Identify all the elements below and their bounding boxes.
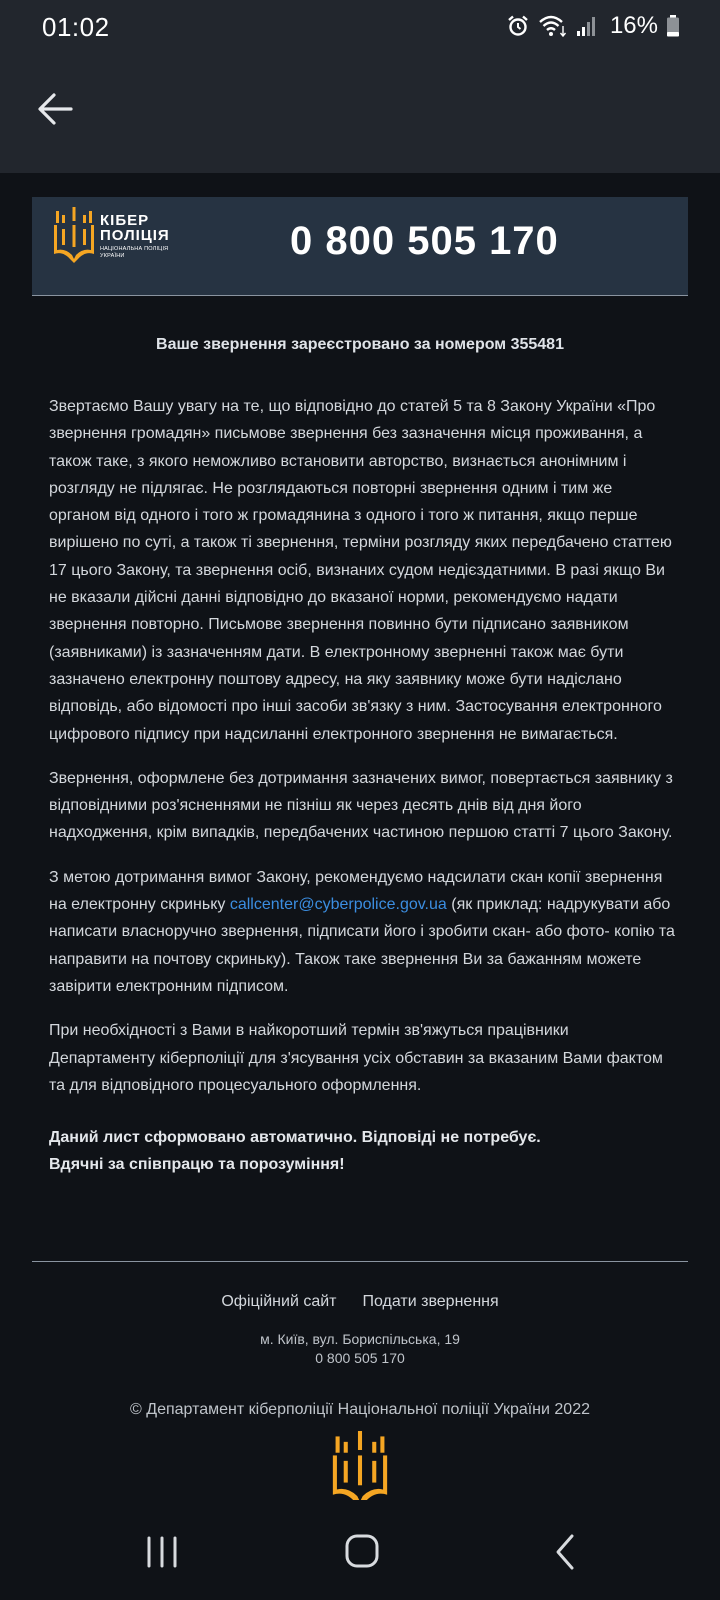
letter-paragraph-4: При необхідності з Вами в найкоротший термін зв'яжуться працівники Департаменту кіберполіції для з'ясування усіх обставин за вказаним Вами фактом та для відповідного процесуального оформлення. [49, 1022, 663, 1094]
letter-page [0, 173, 720, 1500]
letter-paragraph-3 [49, 864, 675, 1000]
logo-text [100, 213, 170, 260]
arrow-left-icon [37, 93, 73, 125]
back-button[interactable] [30, 84, 80, 134]
home-button[interactable] [333, 1522, 393, 1582]
paragraph-3-before: З метою дотримання вимог Закону, рекомендуємо надсилати скан копії звернення на електронну скриньку [49, 868, 663, 914]
battery-percent: 16% [609, 12, 658, 39]
signal-icon [576, 14, 598, 38]
app-bar [0, 54, 720, 173]
letter-body [49, 393, 675, 1196]
wifi-icon [538, 14, 568, 38]
footer-copyright: © Департамент кіберполіції Національної поліції України 2022 [130, 1401, 590, 1418]
back-icon [536, 1522, 596, 1582]
email-link[interactable]: callcenter@cyberpolice.gov.ua [229, 896, 447, 914]
cyberpolice-logo [52, 207, 212, 267]
nav-back-button[interactable] [536, 1522, 596, 1582]
letter-closing-1: Даний лист сформовано автоматично. Відповіді не потребує. [49, 1129, 541, 1147]
alarm-icon [506, 14, 530, 38]
home-icon [333, 1522, 393, 1582]
system-nav-bar [0, 1500, 720, 1600]
submit-appeal-link[interactable]: Подати звернення [362, 1293, 499, 1310]
footer-address: м. Київ, вул. Бориспільська, 19 [260, 1331, 460, 1347]
footer-links [0, 1293, 720, 1311]
trident-icon [52, 207, 96, 263]
footer-divider [32, 1261, 688, 1262]
letter-closing-2: Вдячні за співпрацю та порозуміння! [49, 1156, 345, 1174]
status-bar [0, 0, 720, 54]
footer-phone: 0 800 505 170 [315, 1350, 405, 1366]
recent-apps-icon [132, 1522, 192, 1582]
logo-line-4: УКРАЇНИ [100, 253, 125, 259]
status-time: 01:02 [42, 12, 110, 42]
paragraph-3-after: (як приклад: надрукувати або написати власноручно звернення, підписати його і зробити скан- або фото- копію та направити на почтову скриньку). Також таке звернення Ви за бажанням можете завірити електронним підписом. [49, 896, 675, 995]
footer-address-block [0, 1330, 720, 1368]
logo-line-1: КІБЕР [100, 212, 150, 229]
battery-icon [666, 14, 680, 38]
header-banner [32, 197, 688, 296]
registration-number-text: Ваше звернення зареєстровано за номером 355481 [156, 336, 564, 353]
logo-line-2: ПОЛІЦІЯ [100, 227, 170, 244]
hotline-phone[interactable]: 0 800 505 170 [290, 219, 559, 263]
recent-apps-button[interactable] [132, 1522, 192, 1582]
trident-icon [328, 1431, 392, 1507]
letter-paragraph-1: Звертаємо Вашу увагу на те, що відповідно до статей 5 та 8 Закону України «Про звернення громадян» письмове звернення без зазначення місця проживання, а також таке, з якого неможливо встановити авторство, визнається анонімним і розгляду не підлягає. Не розглядаються повторні звернення одним і тим же органом від одного і того ж громадянина з одного і того ж питання, якщо перше вирішено по суті, а також ті звернення, терміни розгляду яких передбачено статтею 17 цього Закону, та звернення осіб, визнаних судом недієздатними. В разі якщо Ви не вказали дійсні данні відповідно до вказаної норми, рекомендуємо надати звернення повторно. Письмове звернення повинно бути підписано заявником (заявниками) із зазначенням дати. В електронному зверненні також має бути зазначено електронну поштову адресу, на яку заявнику може бути надіслано відповідь, або відомості про інші засоби зв'язку з ним. Застосування електронного цифрового підпису при надсиланні електронного звернення не вимагається. [49, 398, 672, 743]
official-site-link[interactable]: Офіційний сайт [221, 1293, 337, 1310]
footer-logo [328, 1431, 392, 1507]
letter-paragraph-2: Звернення, оформлене без дотримання зазначених вимог, повертається заявнику з відповідними роз'ясненнями не пізніш як через десять днів від дня його надходження, крім випадків, передбачених частиною першою статті 7 цього Закону. [49, 769, 673, 842]
status-icons [506, 12, 680, 40]
logo-line-3: НАЦІОНАЛЬНА ПОЛІЦІЯ [100, 246, 169, 252]
